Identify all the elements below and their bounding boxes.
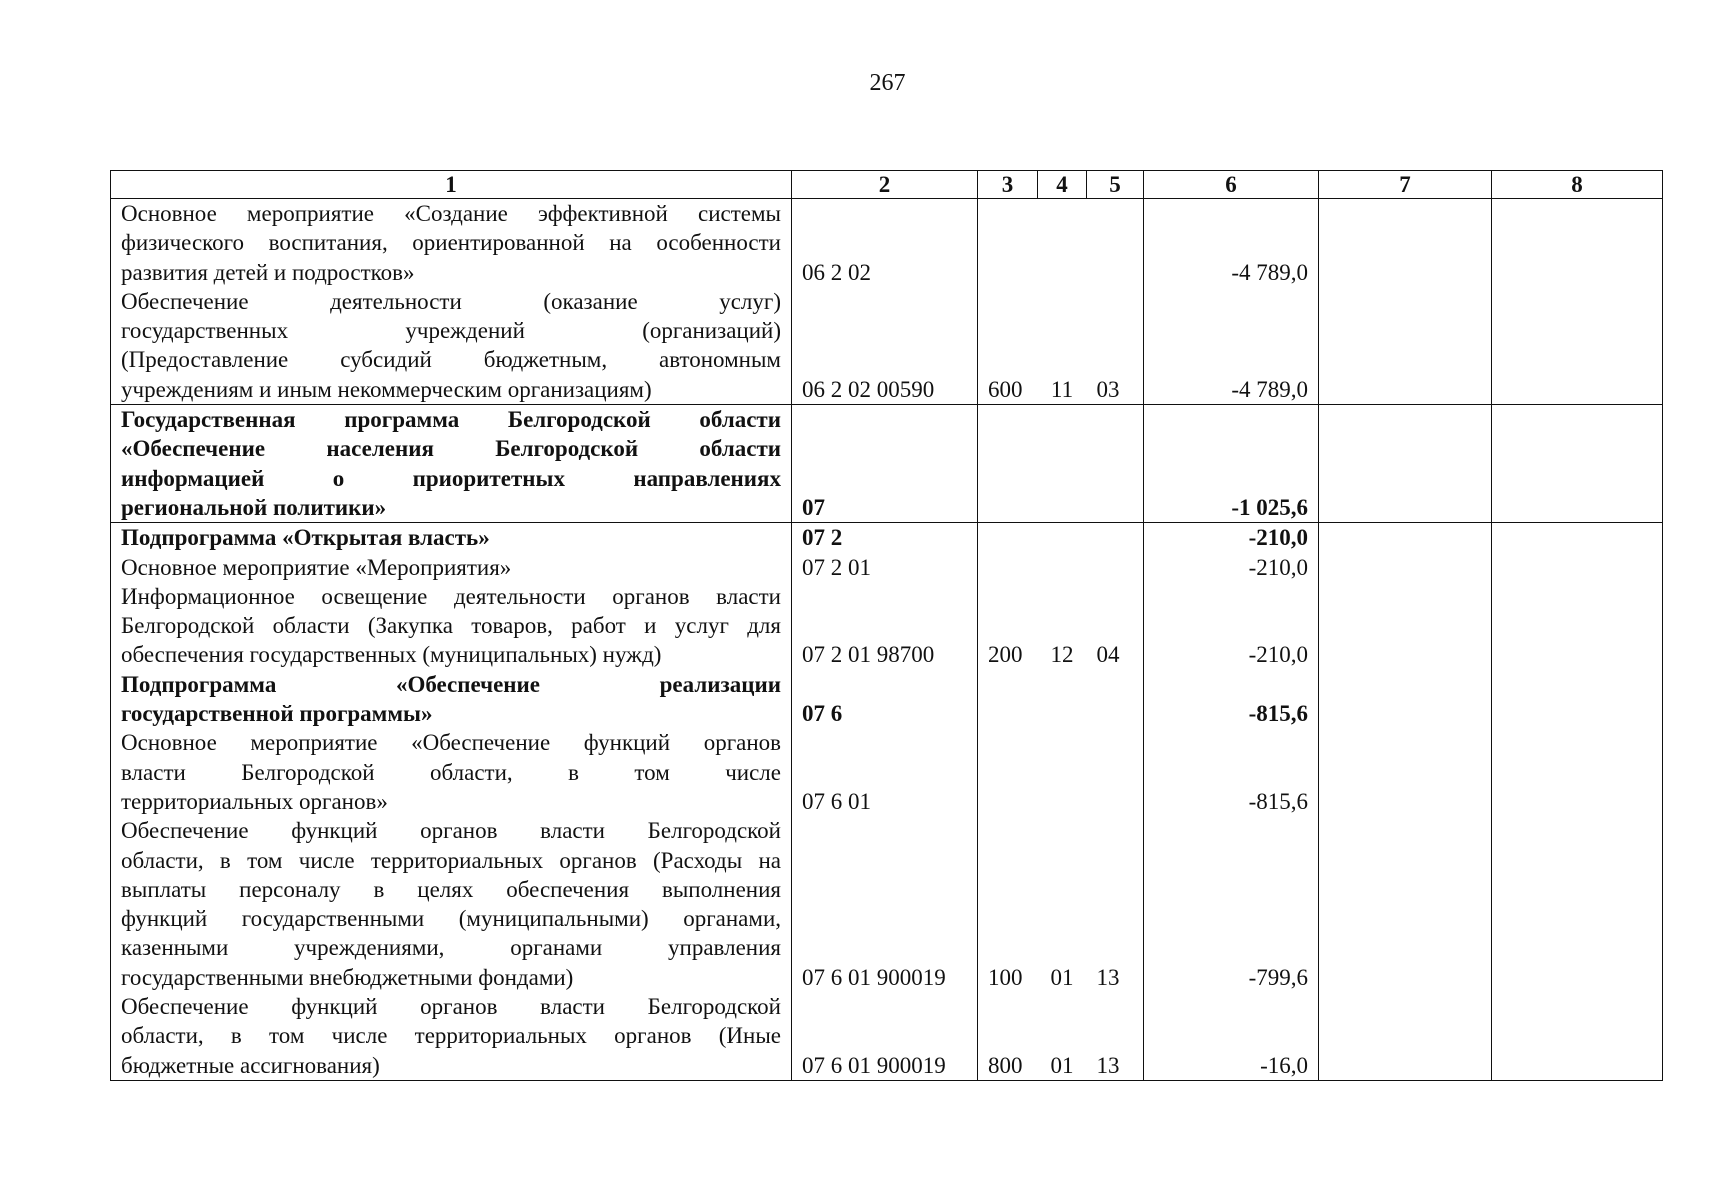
column-header: 6 bbox=[1144, 171, 1319, 199]
column-7-cell bbox=[1319, 1051, 1492, 1081]
description-cell: области, в том числе территориальных органов (Расходы на bbox=[111, 846, 792, 875]
column-7-cell bbox=[1319, 582, 1492, 611]
amount-cell bbox=[1144, 816, 1319, 845]
column-7-cell bbox=[1319, 816, 1492, 845]
code-cell bbox=[792, 846, 978, 875]
description-cell: Основное мероприятие «Создание эффективной системы bbox=[111, 199, 792, 229]
subsection-cell bbox=[1087, 287, 1144, 316]
code-cell bbox=[792, 228, 978, 257]
section-cell bbox=[1038, 523, 1087, 553]
column-8-cell bbox=[1492, 1051, 1663, 1081]
section-cell: 11 bbox=[1050, 376, 1074, 402]
table-line bbox=[111, 992, 1663, 1021]
column-8-cell bbox=[1492, 846, 1663, 875]
code-cell bbox=[792, 816, 978, 845]
subsection-cell bbox=[1087, 846, 1144, 875]
amount-cell bbox=[1144, 670, 1319, 699]
column-8-cell bbox=[1492, 787, 1663, 816]
table-line bbox=[111, 199, 1663, 229]
column-7-cell bbox=[1319, 640, 1492, 669]
subsection-cell bbox=[1087, 199, 1144, 229]
amount-cell: -799,6 bbox=[1144, 963, 1319, 992]
description-cell: бюджетные ассигнования) bbox=[111, 1051, 792, 1081]
column-7-cell bbox=[1319, 787, 1492, 816]
amount-cell bbox=[1144, 875, 1319, 904]
section-cell bbox=[1038, 846, 1087, 875]
column-8-cell bbox=[1492, 287, 1663, 316]
expense-type-cell bbox=[978, 670, 1038, 699]
column-7-cell bbox=[1319, 345, 1492, 374]
code-cell bbox=[792, 904, 978, 933]
code-cell bbox=[792, 316, 978, 345]
column-8-cell bbox=[1492, 493, 1663, 523]
expense-type-cell bbox=[978, 553, 1038, 582]
description-cell: Государственная программа Белгородской области bbox=[111, 405, 792, 435]
column-7-cell bbox=[1319, 287, 1492, 316]
amount-cell bbox=[1144, 1021, 1319, 1050]
description-cell: Подпрограмма «Обеспечение реализации bbox=[111, 670, 792, 699]
subsection-cell bbox=[1087, 493, 1144, 523]
column-8-cell bbox=[1492, 611, 1663, 640]
subsection-cell bbox=[1087, 316, 1144, 345]
column-8-cell bbox=[1492, 405, 1663, 435]
table-line bbox=[111, 434, 1663, 463]
subsection-cell bbox=[1087, 875, 1144, 904]
expense-type-cell bbox=[978, 992, 1038, 1021]
section-cell: 12 bbox=[1050, 642, 1074, 668]
section-cell bbox=[1038, 493, 1087, 523]
code-cell bbox=[792, 199, 978, 229]
code-cell: 07 6 01 900019 bbox=[792, 963, 978, 992]
code-cell bbox=[792, 1021, 978, 1050]
table-line bbox=[111, 875, 1663, 904]
description-cell: Белгородской области (Закупка товаров, работ и услуг для bbox=[111, 611, 792, 640]
subsection-cell bbox=[1087, 464, 1144, 493]
table-line bbox=[111, 1021, 1663, 1050]
amount-cell: -210,0 bbox=[1144, 640, 1319, 669]
column-7-cell bbox=[1319, 199, 1492, 229]
table-line bbox=[111, 933, 1663, 962]
column-header: 8 bbox=[1492, 171, 1663, 199]
subsection-cell: 13 bbox=[1087, 1051, 1144, 1081]
description-cell: территориальных органов» bbox=[111, 787, 792, 816]
section-cell bbox=[1038, 611, 1087, 640]
code-cell bbox=[792, 875, 978, 904]
code-cell: 07 2 bbox=[792, 523, 978, 553]
section-cell: 01 bbox=[1050, 964, 1074, 990]
description-cell: Основное мероприятие «Обеспечение функций органов bbox=[111, 728, 792, 757]
description-cell: области, в том числе территориальных органов (Иные bbox=[111, 1021, 792, 1050]
amount-cell bbox=[1144, 611, 1319, 640]
subsection-cell bbox=[1087, 904, 1144, 933]
amount-cell bbox=[1144, 405, 1319, 435]
column-7-cell bbox=[1319, 375, 1492, 405]
subsection-cell bbox=[1087, 787, 1144, 816]
description-cell: власти Белгородской области, в том числе bbox=[111, 758, 792, 787]
column-7-cell bbox=[1319, 904, 1492, 933]
page-number: 267 bbox=[869, 70, 906, 96]
description-cell: Обеспечение функций органов власти Белгородской bbox=[111, 816, 792, 845]
description-cell: информацией о приоритетных направлениях bbox=[111, 464, 792, 493]
table-line bbox=[111, 316, 1663, 345]
expense-type-cell bbox=[978, 345, 1038, 374]
table-line bbox=[111, 493, 1663, 523]
table-line bbox=[111, 228, 1663, 257]
budget-table bbox=[110, 170, 1663, 1081]
table-line bbox=[111, 1051, 1663, 1081]
description-cell: Обеспечение деятельности (оказание услуг) bbox=[111, 287, 792, 316]
amount-cell bbox=[1144, 582, 1319, 611]
code-cell bbox=[792, 287, 978, 316]
section-cell bbox=[1038, 287, 1087, 316]
subsection-cell bbox=[1087, 553, 1144, 582]
column-8-cell bbox=[1492, 316, 1663, 345]
amount-cell bbox=[1144, 758, 1319, 787]
description-cell: функций государственными (муниципальными) органами, bbox=[111, 904, 792, 933]
code-cell: 07 bbox=[792, 493, 978, 523]
column-8-cell bbox=[1492, 258, 1663, 287]
column-header: 2 bbox=[792, 171, 978, 199]
table-line bbox=[111, 640, 1663, 669]
amount-cell: -815,6 bbox=[1144, 787, 1319, 816]
section-cell bbox=[1038, 345, 1087, 374]
expense-type-cell bbox=[978, 434, 1038, 463]
section-cell bbox=[1038, 553, 1087, 582]
column-8-cell bbox=[1492, 816, 1663, 845]
column-header: 1 bbox=[111, 171, 792, 199]
code-cell bbox=[792, 992, 978, 1021]
section-cell bbox=[1038, 228, 1087, 257]
subsection-cell bbox=[1087, 611, 1144, 640]
code-cell bbox=[792, 582, 978, 611]
table-line bbox=[111, 582, 1663, 611]
subsection-cell: 03 bbox=[1087, 375, 1144, 405]
table-line bbox=[111, 523, 1663, 553]
section-cell bbox=[1038, 699, 1087, 728]
description-cell: Обеспечение функций органов власти Белгородской bbox=[111, 992, 792, 1021]
subsection-cell bbox=[1087, 728, 1144, 757]
subsection-cell bbox=[1087, 405, 1144, 435]
code-cell: 07 2 01 98700 bbox=[792, 640, 978, 669]
code-cell bbox=[792, 933, 978, 962]
expense-type-cell bbox=[978, 316, 1038, 345]
code-cell: 07 2 01 bbox=[792, 553, 978, 582]
amount-cell: -210,0 bbox=[1144, 523, 1319, 553]
code-cell bbox=[792, 345, 978, 374]
column-7-cell bbox=[1319, 728, 1492, 757]
expense-type-cell: 800 bbox=[978, 1051, 1038, 1081]
column-8-cell bbox=[1492, 904, 1663, 933]
section-cell bbox=[1038, 464, 1087, 493]
section-cell bbox=[1038, 992, 1087, 1021]
column-7-cell bbox=[1319, 405, 1492, 435]
table-line bbox=[111, 758, 1663, 787]
description-cell: Информационное освещение деятельности органов власти bbox=[111, 582, 792, 611]
amount-cell: -210,0 bbox=[1144, 553, 1319, 582]
amount-cell bbox=[1144, 287, 1319, 316]
column-8-cell bbox=[1492, 963, 1663, 992]
expense-type-cell bbox=[978, 464, 1038, 493]
subsection-cell bbox=[1087, 699, 1144, 728]
description-cell: выплаты персоналу в целях обеспечения выполнения bbox=[111, 875, 792, 904]
column-7-cell bbox=[1319, 758, 1492, 787]
column-8-cell bbox=[1492, 875, 1663, 904]
column-7-cell bbox=[1319, 553, 1492, 582]
amount-cell bbox=[1144, 728, 1319, 757]
expense-type-cell: 200 bbox=[978, 640, 1038, 669]
amount-cell: -1 025,6 bbox=[1144, 493, 1319, 523]
column-7-cell bbox=[1319, 228, 1492, 257]
header-row bbox=[111, 171, 1663, 199]
column-8-cell bbox=[1492, 523, 1663, 553]
column-7-cell bbox=[1319, 670, 1492, 699]
table-line bbox=[111, 611, 1663, 640]
expense-type-cell bbox=[978, 1021, 1038, 1050]
subsection-cell bbox=[1087, 816, 1144, 845]
expense-type-cell bbox=[978, 728, 1038, 757]
expense-type-cell bbox=[978, 816, 1038, 845]
column-8-cell bbox=[1492, 1021, 1663, 1050]
expense-type-cell bbox=[978, 199, 1038, 229]
column-7-cell bbox=[1319, 316, 1492, 345]
subsection-cell bbox=[1087, 434, 1144, 463]
table-line bbox=[111, 287, 1663, 316]
section-cell bbox=[1038, 670, 1087, 699]
table-line bbox=[111, 846, 1663, 875]
subsection-cell bbox=[1087, 582, 1144, 611]
description-cell: развития детей и подростков» bbox=[111, 258, 792, 287]
description-cell: «Обеспечение населения Белгородской области bbox=[111, 434, 792, 463]
section-cell bbox=[1038, 582, 1087, 611]
code-cell: 07 6 01 bbox=[792, 787, 978, 816]
section-cell bbox=[1038, 875, 1087, 904]
table-line bbox=[111, 553, 1663, 582]
amount-cell bbox=[1144, 316, 1319, 345]
amount-cell bbox=[1144, 904, 1319, 933]
section-cell bbox=[1038, 904, 1087, 933]
description-cell: Основное мероприятие «Мероприятия» bbox=[111, 553, 792, 582]
expense-type-cell bbox=[978, 493, 1038, 523]
table-line bbox=[111, 699, 1663, 728]
column-7-cell bbox=[1319, 493, 1492, 523]
description-cell: казенными учреждениями, органами управления bbox=[111, 933, 792, 962]
expense-type-cell bbox=[978, 875, 1038, 904]
expense-type-cell bbox=[978, 846, 1038, 875]
expense-type-cell bbox=[978, 787, 1038, 816]
column-8-cell bbox=[1492, 758, 1663, 787]
description-cell: государственной программы» bbox=[111, 699, 792, 728]
expense-type-cell bbox=[978, 582, 1038, 611]
column-7-cell bbox=[1319, 1021, 1492, 1050]
amount-cell bbox=[1144, 992, 1319, 1021]
subsection-cell bbox=[1087, 670, 1144, 699]
subsection-cell bbox=[1087, 345, 1144, 374]
expense-type-cell bbox=[978, 933, 1038, 962]
column-8-cell bbox=[1492, 582, 1663, 611]
amount-cell bbox=[1144, 464, 1319, 493]
column-8-cell bbox=[1492, 992, 1663, 1021]
subsection-cell bbox=[1087, 258, 1144, 287]
section-cell bbox=[1038, 258, 1087, 287]
code-cell bbox=[792, 434, 978, 463]
column-7-cell bbox=[1319, 875, 1492, 904]
table-line bbox=[111, 345, 1663, 374]
subsection-cell bbox=[1087, 933, 1144, 962]
column-8-cell bbox=[1492, 728, 1663, 757]
section-cell bbox=[1038, 758, 1087, 787]
column-7-cell bbox=[1319, 933, 1492, 962]
subsection-cell bbox=[1087, 1021, 1144, 1050]
expense-type-cell bbox=[978, 758, 1038, 787]
expense-type-cell bbox=[978, 699, 1038, 728]
column-8-cell bbox=[1492, 228, 1663, 257]
section-cell bbox=[1038, 316, 1087, 345]
subsection-cell bbox=[1087, 228, 1144, 257]
amount-cell: -815,6 bbox=[1144, 699, 1319, 728]
table-line bbox=[111, 963, 1663, 992]
section-cell bbox=[1038, 728, 1087, 757]
code-cell bbox=[792, 405, 978, 435]
code-cell: 06 2 02 00590 bbox=[792, 375, 978, 405]
expense-type-cell: 100 bbox=[978, 963, 1038, 992]
code-cell bbox=[792, 611, 978, 640]
code-cell bbox=[792, 670, 978, 699]
section-cell bbox=[1038, 787, 1087, 816]
table-line bbox=[111, 670, 1663, 699]
description-cell: обеспечения государственных (муниципальных) нужд) bbox=[111, 640, 792, 669]
column-8-cell bbox=[1492, 199, 1663, 229]
expense-type-cell bbox=[978, 405, 1038, 435]
table-line bbox=[111, 904, 1663, 933]
column-8-cell bbox=[1492, 670, 1663, 699]
section-cell bbox=[1038, 816, 1087, 845]
subsection-cell bbox=[1087, 523, 1144, 553]
description-cell: физического воспитания, ориентированной на особенности bbox=[111, 228, 792, 257]
code-cell bbox=[792, 728, 978, 757]
description-cell: государственными внебюджетными фондами) bbox=[111, 963, 792, 992]
description-cell: учреждениям и иным некоммерческим организациям) bbox=[111, 375, 792, 405]
table-line bbox=[111, 375, 1663, 405]
column-7-cell bbox=[1319, 992, 1492, 1021]
amount-cell: -4 789,0 bbox=[1144, 258, 1319, 287]
table-line bbox=[111, 405, 1663, 435]
code-cell: 07 6 01 900019 bbox=[792, 1051, 978, 1081]
table-line bbox=[111, 258, 1663, 287]
section-cell bbox=[1038, 405, 1087, 435]
column-8-cell bbox=[1492, 434, 1663, 463]
section-cell bbox=[1038, 933, 1087, 962]
description-cell: Подпрограмма «Открытая власть» bbox=[111, 523, 792, 553]
column-header: 4 bbox=[1038, 171, 1087, 199]
section-cell bbox=[1038, 1021, 1087, 1050]
description-cell: региональной политики» bbox=[111, 493, 792, 523]
code-cell bbox=[792, 464, 978, 493]
column-8-cell bbox=[1492, 375, 1663, 405]
column-7-cell bbox=[1319, 963, 1492, 992]
code-cell bbox=[792, 758, 978, 787]
code-cell: 06 2 02 bbox=[792, 258, 978, 287]
amount-cell bbox=[1144, 846, 1319, 875]
column-7-cell bbox=[1319, 464, 1492, 493]
table-line bbox=[111, 816, 1663, 845]
subsection-cell bbox=[1087, 758, 1144, 787]
column-8-cell bbox=[1492, 345, 1663, 374]
table-body bbox=[111, 199, 1663, 1081]
expense-type-cell bbox=[978, 904, 1038, 933]
description-cell: (Предоставление субсидий бюджетным, автономным bbox=[111, 345, 792, 374]
column-7-cell bbox=[1319, 523, 1492, 553]
column-header: 5 bbox=[1087, 171, 1144, 199]
section-cell bbox=[1038, 199, 1087, 229]
expense-type-cell: 600 bbox=[978, 375, 1038, 405]
subsection-cell: 04 bbox=[1087, 640, 1144, 669]
amount-cell: -4 789,0 bbox=[1144, 375, 1319, 405]
expense-type-cell bbox=[978, 523, 1038, 553]
expense-type-cell bbox=[978, 287, 1038, 316]
subsection-cell bbox=[1087, 992, 1144, 1021]
description-cell: государственных учреждений (организаций) bbox=[111, 316, 792, 345]
amount-cell bbox=[1144, 434, 1319, 463]
column-7-cell bbox=[1319, 846, 1492, 875]
section-cell bbox=[1038, 434, 1087, 463]
amount-cell bbox=[1144, 933, 1319, 962]
subsection-cell: 13 bbox=[1087, 963, 1144, 992]
table-line bbox=[111, 728, 1663, 757]
column-8-cell bbox=[1492, 553, 1663, 582]
column-header: 7 bbox=[1319, 171, 1492, 199]
expense-type-cell bbox=[978, 228, 1038, 257]
amount-cell bbox=[1144, 345, 1319, 374]
expense-type-cell bbox=[978, 611, 1038, 640]
column-8-cell bbox=[1492, 933, 1663, 962]
column-8-cell bbox=[1492, 699, 1663, 728]
table-line bbox=[111, 464, 1663, 493]
expense-type-cell bbox=[978, 258, 1038, 287]
column-header: 3 bbox=[978, 171, 1038, 199]
table-line bbox=[111, 787, 1663, 816]
amount-cell bbox=[1144, 228, 1319, 257]
amount-cell: -16,0 bbox=[1144, 1051, 1319, 1081]
column-7-cell bbox=[1319, 699, 1492, 728]
code-cell: 07 6 bbox=[792, 699, 978, 728]
column-8-cell bbox=[1492, 640, 1663, 669]
column-7-cell bbox=[1319, 434, 1492, 463]
column-8-cell bbox=[1492, 464, 1663, 493]
column-7-cell bbox=[1319, 258, 1492, 287]
amount-cell bbox=[1144, 199, 1319, 229]
section-cell: 01 bbox=[1038, 1051, 1087, 1081]
column-7-cell bbox=[1319, 611, 1492, 640]
